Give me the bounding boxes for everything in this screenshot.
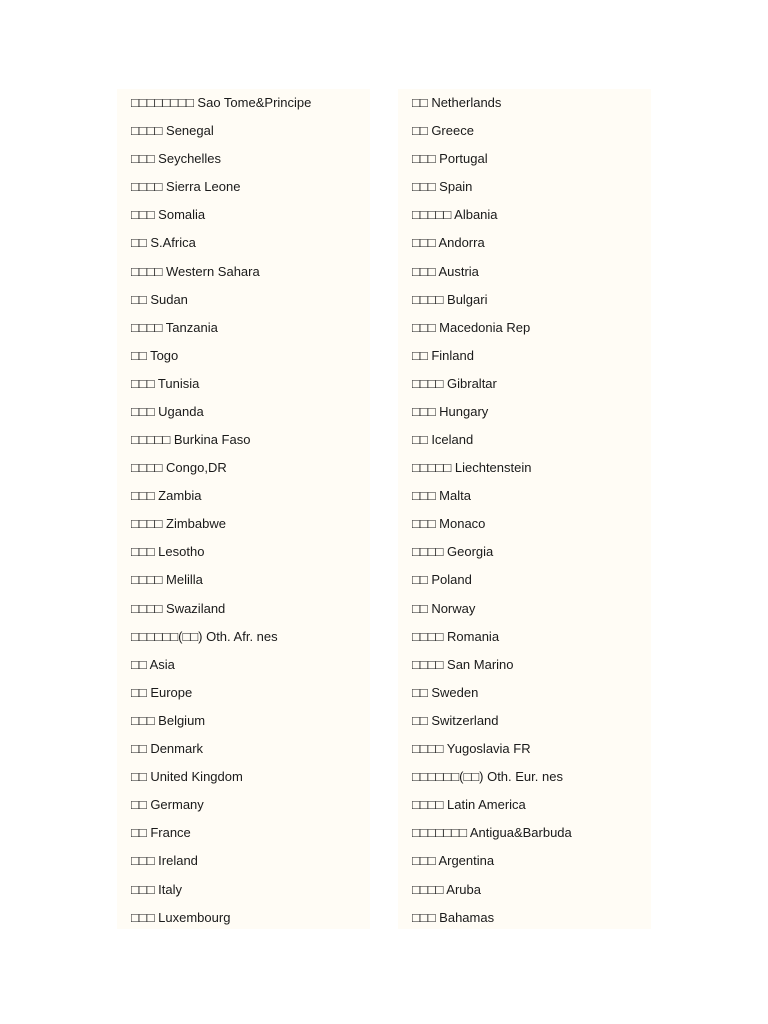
list-item: □□ Germany [131, 797, 204, 812]
list-item: □□□ Tunisia [131, 376, 200, 391]
list-item: □□□ Bahamas [412, 910, 495, 925]
list-item: □□ France [131, 825, 191, 840]
list-item: □□□□ Bulgari [412, 292, 488, 307]
list-item: □□□□□□(□□) Oth. Afr. nes [131, 629, 278, 644]
list-item: □□ Europe [131, 685, 193, 700]
list-item: □□□□ Zimbabwe [131, 516, 226, 531]
list-item: □□□□ Romania [412, 629, 500, 644]
list-item: □□□ Seychelles [131, 151, 222, 166]
list-item: □□□□□ Burkina Faso [131, 432, 251, 447]
list-item: □□ Iceland [412, 432, 474, 447]
list-item: □□□□ Melilla [131, 572, 203, 587]
list-item: □□ Sweden [412, 685, 479, 700]
list-item: □□ United Kingdom [131, 769, 243, 784]
list-item: □□□ Belgium [131, 713, 206, 728]
list-item: □□□□ Aruba [412, 882, 481, 897]
list-item: □□□□ San Marino [412, 657, 514, 672]
list-item: □□□□ Senegal [131, 123, 214, 138]
list-item: □□□ Macedonia Rep [412, 320, 531, 335]
list-item: □□□□ Congo,DR [131, 460, 227, 475]
list-item: □□ Asia [131, 657, 175, 672]
list-item: □□□□ Tanzania [131, 320, 218, 335]
list-item: □□□□ Swaziland [131, 601, 226, 616]
list-item: □□□□ Yugoslavia FR [412, 741, 531, 756]
list-item: □□ Togo [131, 348, 179, 363]
list-item: □□□ Italy [131, 882, 183, 897]
list-item: □□ Sudan [131, 292, 188, 307]
list-item: □□ Norway [412, 601, 476, 616]
list-item: □□□ Luxembourg [131, 910, 231, 925]
list-item: □□□ Monaco [412, 516, 486, 531]
list-item: □□□□ Latin America [412, 797, 526, 812]
list-item: □□□□□□□□ Sao Tome&Principe [131, 95, 312, 110]
list-item: □□□ Argentina [412, 853, 495, 868]
list-item: □□□□ Western Sahara [131, 264, 260, 279]
list-item: □□□□□□□ Antigua&Barbuda [412, 825, 572, 840]
list-item: □□ Greece [412, 123, 474, 138]
list-item: □□□ Zambia [131, 488, 202, 503]
list-item: □□ Poland [412, 572, 472, 587]
list-item: □□□□□ Albania [412, 207, 498, 222]
list-item: □□□ Somalia [131, 207, 206, 222]
list-item: □□□ Uganda [131, 404, 204, 419]
list-item: □□ Switzerland [412, 713, 499, 728]
left-column [117, 89, 370, 929]
list-item: □□□□ Georgia [412, 544, 494, 559]
list-item: □□ Denmark [131, 741, 204, 756]
list-item: □□□ Andorra [412, 235, 485, 250]
list-item: □□ Netherlands [412, 95, 502, 110]
list-item: □□□□ Sierra Leone [131, 179, 241, 194]
list-item: □□ S.Africa [131, 235, 196, 250]
list-item: □□□ Lesotho [131, 544, 205, 559]
list-item: □□□ Malta [412, 488, 471, 503]
list-item: □□□ Hungary [412, 404, 489, 419]
list-item: □□ Finland [412, 348, 474, 363]
list-item: □□□□□□(□□) Oth. Eur. nes [412, 769, 563, 784]
list-item: □□□□ Gibraltar [412, 376, 497, 391]
list-item: □□□ Austria [412, 264, 479, 279]
list-item: □□□ Spain [412, 179, 473, 194]
list-item: □□□ Portugal [412, 151, 488, 166]
list-item: □□□□□ Liechtenstein [412, 460, 532, 475]
list-item: □□□ Ireland [131, 853, 198, 868]
right-column [398, 89, 651, 929]
